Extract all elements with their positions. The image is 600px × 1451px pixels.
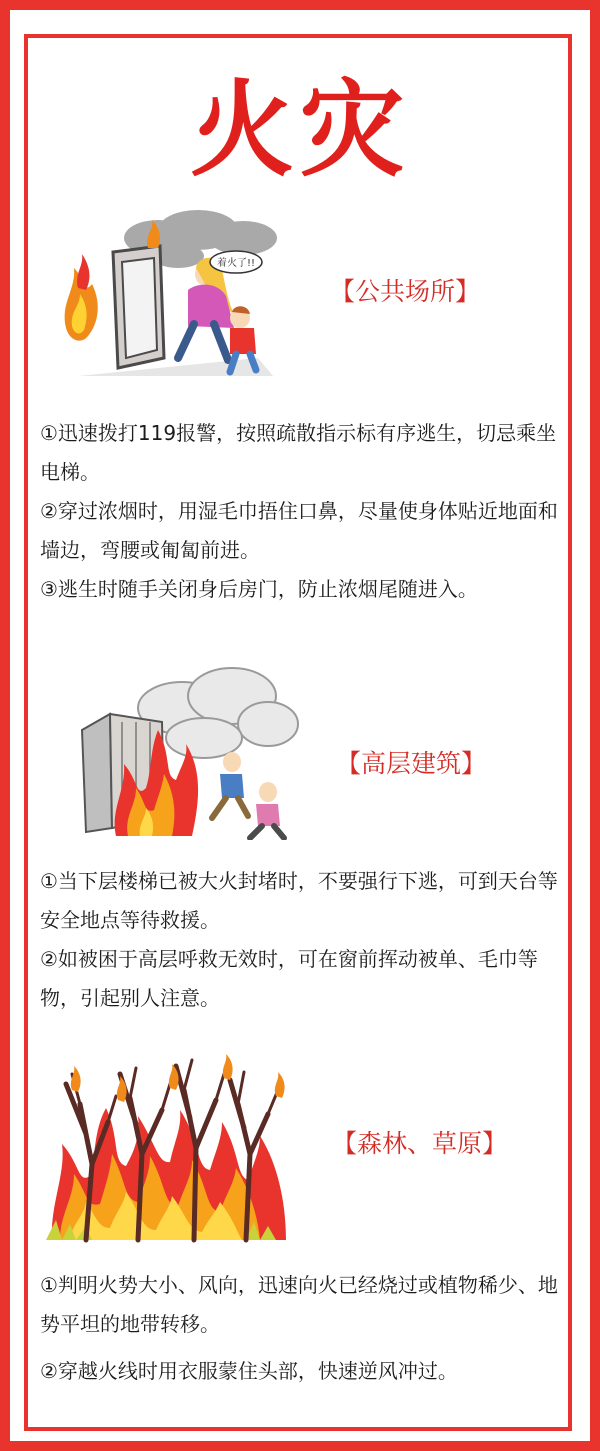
list-item: ①当下层楼梯已被大火封堵时，不要强行下逃，可到天台等安全地点等待救援。 xyxy=(40,869,558,932)
list-item: ②穿越火线时用衣服蒙住头部，快速逆风冲过。 xyxy=(40,1359,458,1383)
section-label-high-rise: 【高层建筑】 xyxy=(336,749,487,778)
section-public-text xyxy=(40,414,566,609)
high-rise-illustration xyxy=(72,660,302,840)
list-item: ②穿过浓烟时，用湿毛巾捂住口鼻，尽量使身体贴近地面和墙边，弯腰或匍匐前进。 xyxy=(40,499,558,562)
list-item: ②如被困于高层呼救无效时，可在窗前挥动被单、毛巾等物，引起别人注意。 xyxy=(40,947,538,1010)
page-title: 火灾 xyxy=(189,68,410,191)
section-label-forest: 【森林、草原】 xyxy=(332,1129,508,1158)
list-item: ①判明火势大小、风向，迅速向火已经烧过或植物稀少、地势平坦的地带转移。 xyxy=(40,1273,558,1336)
forest-fire-illustration xyxy=(46,1044,294,1244)
section-high-rise-text xyxy=(40,862,566,1018)
section-label-public: 【公共场所】 xyxy=(330,277,481,306)
section-forest-text xyxy=(40,1266,566,1391)
shout-bubble-text: 着火了!! xyxy=(216,258,256,269)
public-place-illustration xyxy=(58,208,290,384)
list-item: ③逃生时随手关闭身后房门，防止浓烟尾随进入。 xyxy=(40,577,478,601)
list-item: ①迅速拨打119报警，按照疏散指示标有序逃生，切忌乘坐电梯。 xyxy=(40,421,557,484)
